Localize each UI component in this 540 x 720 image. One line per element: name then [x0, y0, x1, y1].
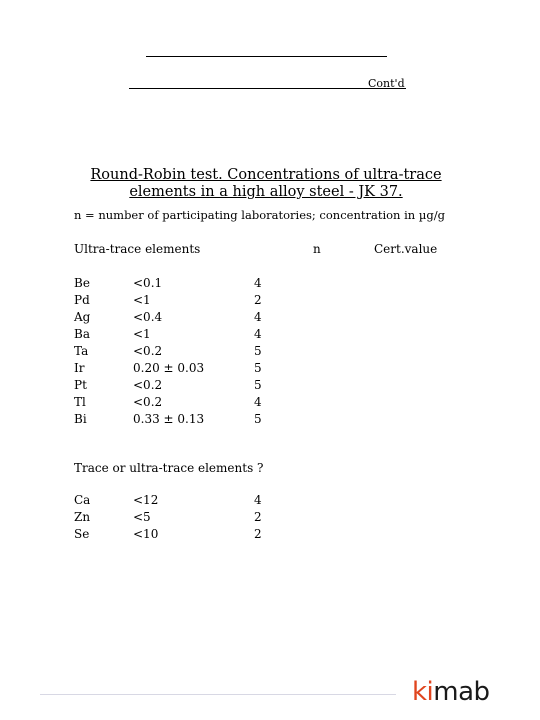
- n-cell: 4: [254, 493, 262, 507]
- cert-value-cell: 0.33 ± 0.13: [133, 412, 205, 426]
- table-row: [0, 360, 540, 377]
- n-cell: 2: [254, 527, 262, 541]
- cert-value-cell: <0.4: [133, 310, 163, 324]
- title-line-2: elements in a high alloy steel - JK 37.: [129, 184, 403, 200]
- cert-value-cell: 0.20 ± 0.03: [133, 361, 205, 375]
- table-row: [0, 509, 540, 526]
- element-cell: Ir: [74, 361, 85, 375]
- n-cell: 5: [254, 361, 262, 375]
- table-row: [0, 377, 540, 394]
- footer-divider: [40, 694, 396, 695]
- table-row: [0, 309, 540, 326]
- element-cell: Ag: [74, 310, 91, 324]
- table-row: [0, 492, 540, 509]
- cert-value-cell: <1: [133, 327, 151, 341]
- cert-value-cell: <10: [133, 527, 159, 541]
- column-header-elements: Ultra-trace elements: [74, 242, 201, 256]
- cert-value-cell: <0.2: [133, 378, 163, 392]
- n-cell: 2: [254, 293, 262, 307]
- subtitle: n = number of participating laboratories; concentration in µg/g: [74, 208, 445, 222]
- table-row: [0, 394, 540, 411]
- header-rule-top: [146, 56, 387, 57]
- column-header-n: n: [313, 242, 321, 256]
- n-cell: 4: [254, 327, 262, 341]
- logo-text: mab: [433, 677, 490, 707]
- cert-value-cell: <12: [133, 493, 159, 507]
- contd-label: Cont'd: [368, 77, 405, 90]
- table-row: [0, 526, 540, 543]
- element-cell: Tl: [74, 395, 86, 409]
- cert-value-cell: <0.2: [133, 395, 163, 409]
- n-cell: 5: [254, 344, 262, 358]
- title-line-1: Round-Robin test. Concentrations of ultra-trace: [90, 167, 442, 183]
- kimab-logo: [412, 677, 490, 707]
- cert-value-cell: <0.2: [133, 344, 163, 358]
- logo-accent-text: ki: [412, 677, 434, 707]
- element-cell: Be: [74, 276, 90, 290]
- n-cell: 5: [254, 412, 262, 426]
- element-cell: Ca: [74, 493, 91, 507]
- trace-section-heading: Trace or ultra-trace elements ?: [74, 461, 264, 475]
- n-cell: 2: [254, 510, 262, 524]
- cert-value-cell: <5: [133, 510, 151, 524]
- element-cell: Pt: [74, 378, 87, 392]
- table-row: [0, 292, 540, 309]
- n-cell: 5: [254, 378, 262, 392]
- header-rule-bottom: [129, 88, 406, 89]
- n-cell: 4: [254, 310, 262, 324]
- element-cell: Se: [74, 527, 90, 541]
- table-row: [0, 343, 540, 360]
- cert-value-cell: <1: [133, 293, 151, 307]
- table-row: [0, 275, 540, 292]
- element-cell: Bi: [74, 412, 87, 426]
- cert-value-cell: <0.1: [133, 276, 163, 290]
- n-cell: 4: [254, 395, 262, 409]
- table-row: [0, 411, 540, 428]
- element-cell: Pd: [74, 293, 90, 307]
- element-cell: Ba: [74, 327, 90, 341]
- element-cell: Ta: [74, 344, 89, 358]
- n-cell: 4: [254, 276, 262, 290]
- table-row: [0, 326, 540, 343]
- element-cell: Zn: [74, 510, 91, 524]
- column-header-cert-value: Cert.value: [374, 242, 438, 256]
